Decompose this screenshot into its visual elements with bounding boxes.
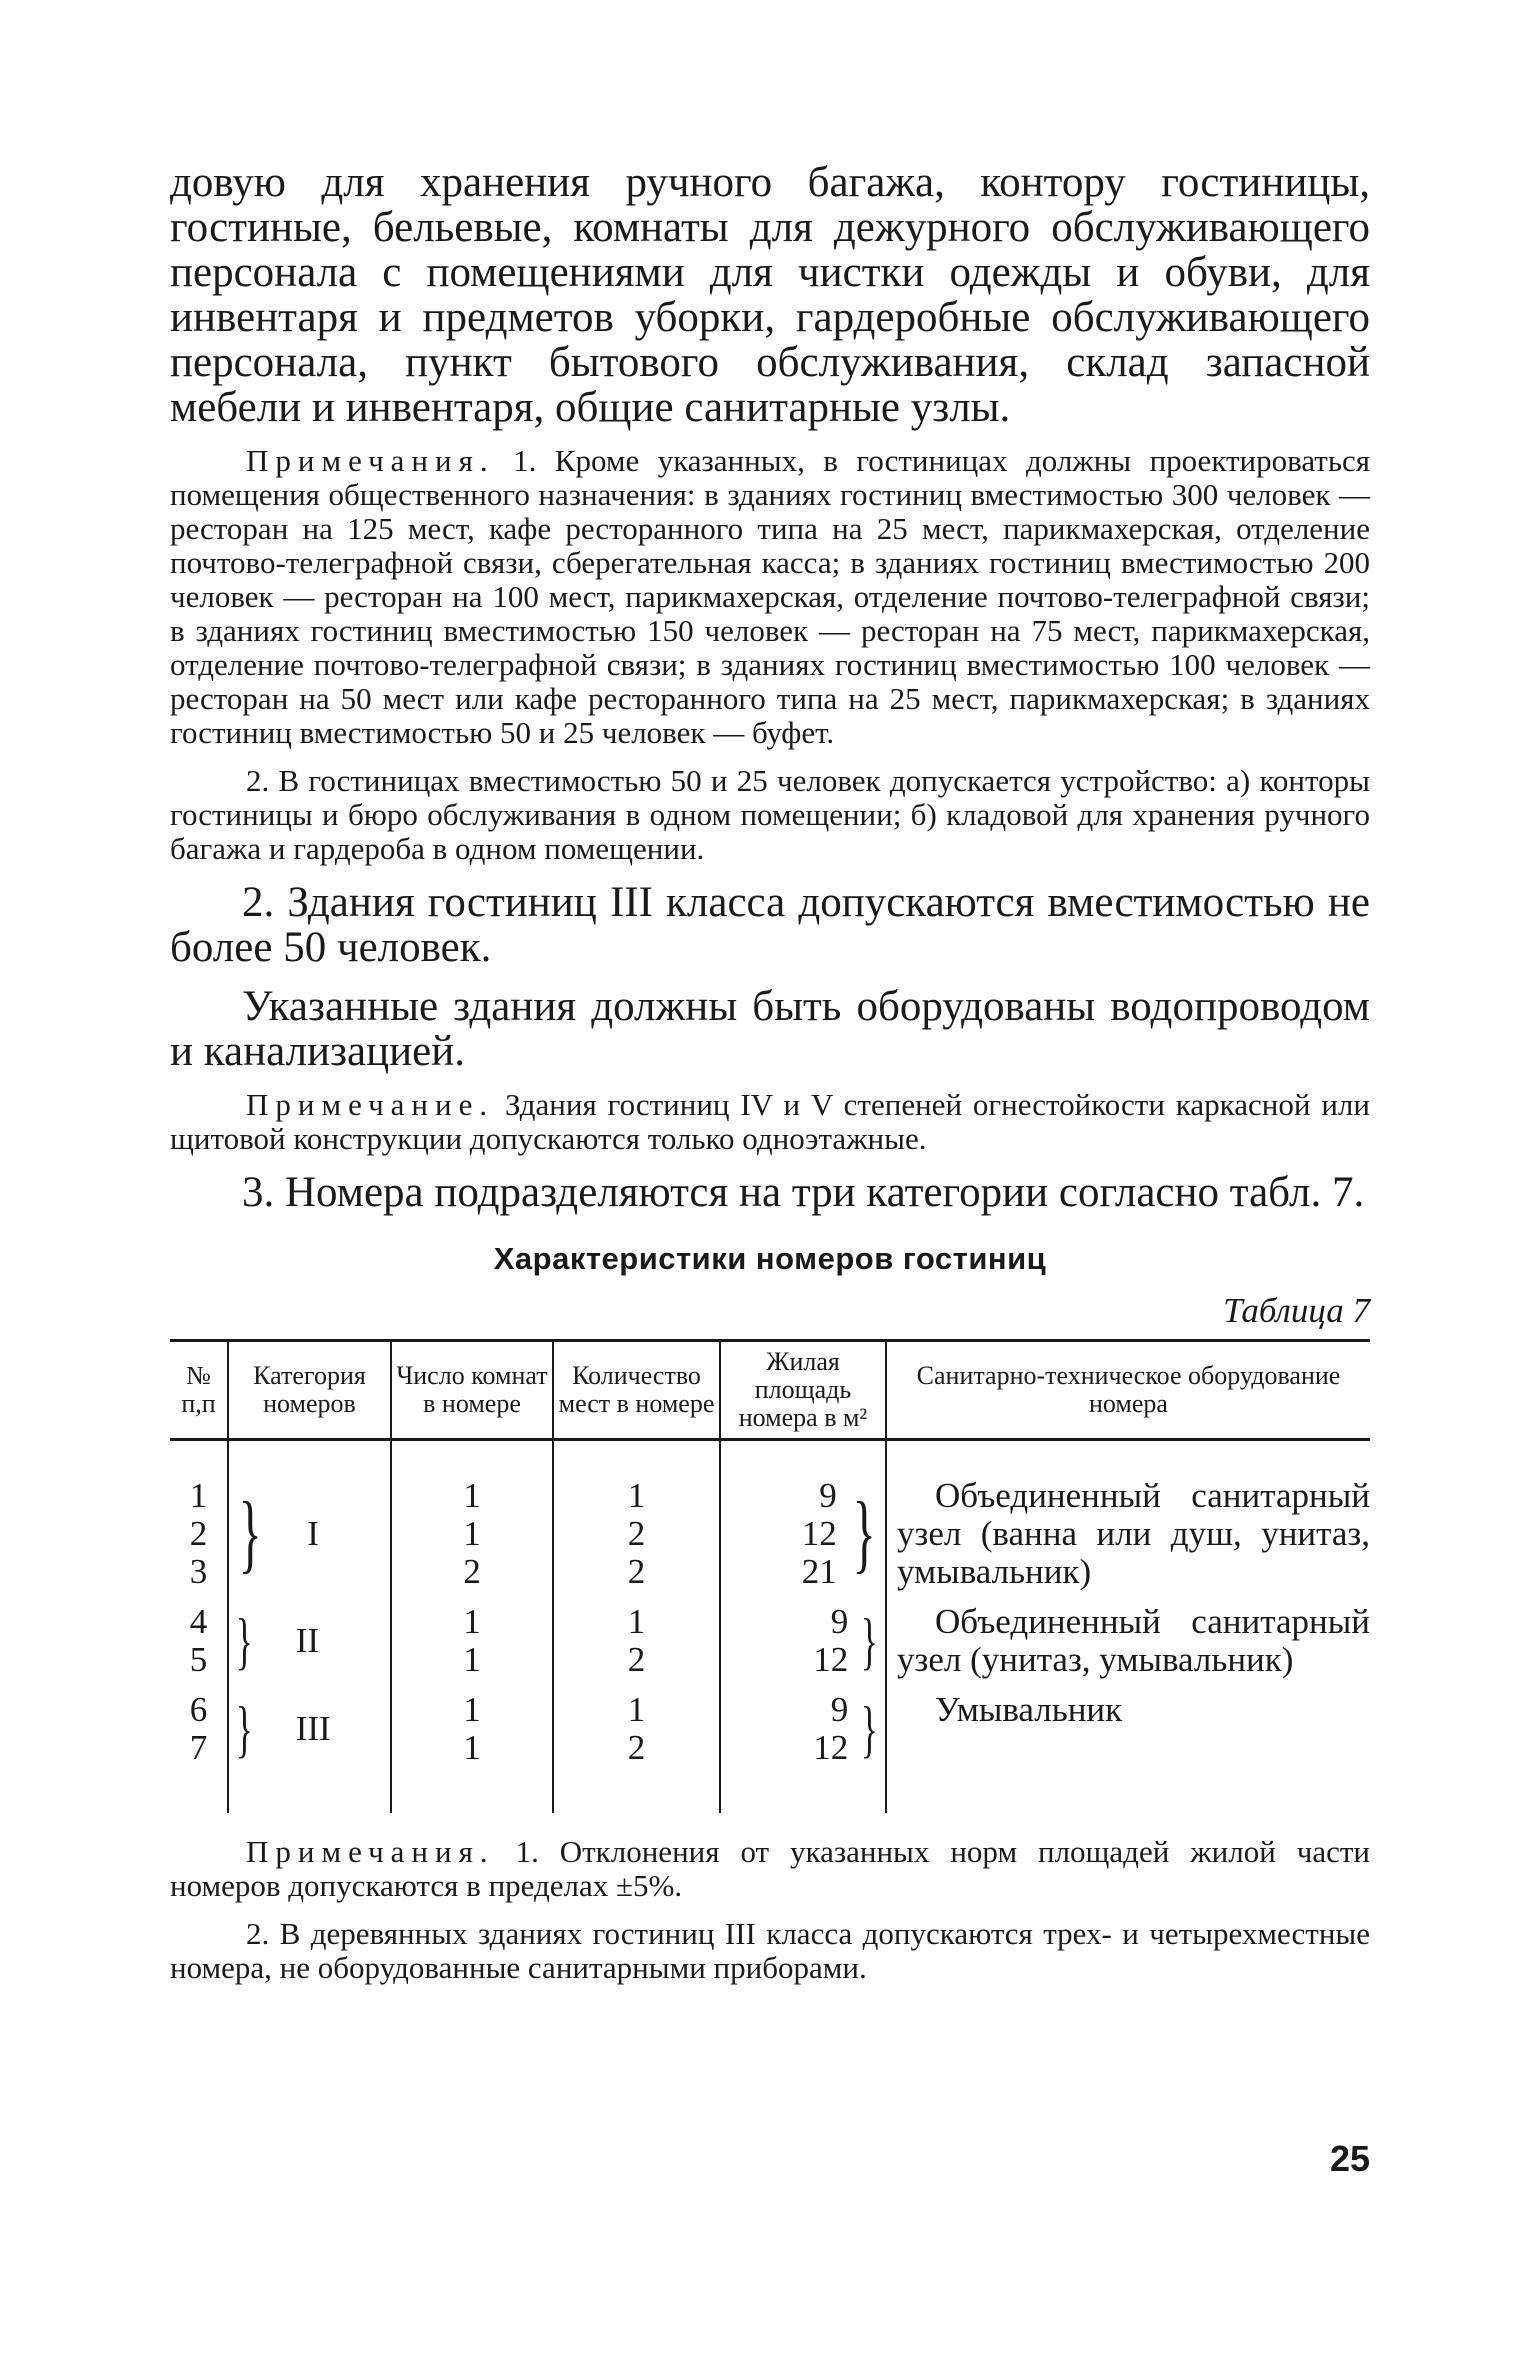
- table-number: Таблица 7: [1223, 1291, 1370, 1330]
- note-2-label: Примечание.: [246, 1087, 495, 1122]
- row-num: 7: [189, 1728, 208, 1767]
- brace-icon: }: [852, 1485, 876, 1582]
- area-value: 9: [830, 1602, 849, 1641]
- places-value: 2: [627, 1552, 646, 1591]
- equipment-text: Умывальник: [935, 1690, 1123, 1729]
- area-value: 21: [801, 1552, 837, 1591]
- note-3-item-2: 2. В деревянных зданиях гостиниц III класса допускаются трех- и четырехместные номера, не оборудованные санитарными приборами.: [170, 1916, 1370, 1985]
- area-value: 12: [813, 1640, 849, 1679]
- note-2: [170, 1088, 1370, 1156]
- row-num: 4: [189, 1602, 208, 1641]
- rooms-value: 1: [463, 1728, 481, 1767]
- category-label: II: [295, 1621, 320, 1660]
- places-value: 2: [627, 1728, 646, 1767]
- rooms-table: [170, 1339, 1370, 1813]
- note-1-item-2: 2. В гостиницах вместимостью 50 и 25 человек допускается устройство: а) конторы гостиницы и бюро обслуживания в одном помещении; б) кладовой для хранения ручного багажа и гардероба в одном помещении.: [170, 763, 1370, 866]
- header-num: № п,п: [170, 1341, 228, 1440]
- col-area: [720, 1440, 886, 1814]
- rooms-value: 1: [463, 1690, 481, 1729]
- places-value: 2: [627, 1640, 646, 1679]
- brace-icon: }: [238, 1485, 262, 1582]
- rooms-value: 1: [463, 1514, 481, 1553]
- area-value: 12: [813, 1728, 849, 1767]
- places-value: 1: [627, 1690, 646, 1729]
- category-label: III: [295, 1709, 331, 1748]
- table-caption: Характеристики номеров гостиниц: [493, 1241, 1047, 1276]
- row-num: 5: [189, 1640, 208, 1679]
- header-area: Жилая площадь номера в м²: [720, 1341, 886, 1440]
- area-value: 9: [830, 1690, 849, 1729]
- rooms-value: 1: [463, 1476, 481, 1515]
- rooms-value: 1: [463, 1602, 481, 1641]
- row-num: 6: [189, 1690, 208, 1729]
- note-3-text: 1. Отклонения от указанных норм площадей жилой части номеров допускаются в пределах ±5%.: [170, 1834, 1370, 1903]
- places-value: 1: [627, 1476, 646, 1515]
- paragraph-3: Указанные здания должны быть оборудованы водопроводом и канализацией.: [170, 983, 1370, 1075]
- header-category: Категория номеров: [228, 1341, 391, 1440]
- note-1: [170, 444, 1370, 750]
- paragraph-intro: довую для хранения ручного багажа, контору гостиницы, гостиные, бельевые, комнаты для дежурного обслуживающего персонала с помещениями для чистки одежды и обуви, для инвентаря и предметов уборки, гардеробные обслуживающего персонала, пункт бытового обслуживания, склад запасной мебели и инвентаря, общие санитарные узлы.: [170, 159, 1370, 431]
- table-header-row: [170, 1341, 1370, 1440]
- rooms-value: 1: [463, 1640, 481, 1679]
- brace-icon: }: [235, 1693, 253, 1764]
- header-places: Количество мест в номере: [553, 1341, 720, 1440]
- page-body: [170, 160, 1370, 1985]
- paragraph-2: 2. Здания гостиниц III класса допускаются вместимостью не более 50 человек.: [170, 879, 1370, 971]
- table-body-row: [170, 1440, 1370, 1814]
- brace-icon: }: [861, 1605, 879, 1676]
- note-3: [170, 1835, 1370, 1903]
- row-num: 3: [189, 1552, 208, 1591]
- col-rooms: [391, 1440, 553, 1814]
- equipment-text: Объединенный санитарный узел (ванна или душ, унитаз, умывальник): [897, 1476, 1370, 1591]
- places-value: 2: [627, 1514, 646, 1553]
- row-num: 2: [189, 1514, 208, 1553]
- equipment-text: Объединенный санитарный узел (унитаз, умывальник): [897, 1602, 1370, 1679]
- row-num: 1: [189, 1476, 208, 1515]
- col-places: [553, 1440, 720, 1814]
- category-label: I: [307, 1514, 319, 1553]
- note-2-text: Здания гостиниц IV и V степеней огнестойкости каркасной или щитовой конструкции допускаются только одноэтажные.: [170, 1087, 1370, 1156]
- rooms-value: 2: [463, 1552, 481, 1591]
- brace-icon: }: [861, 1693, 879, 1764]
- places-value: 1: [627, 1602, 646, 1641]
- header-equipment: Санитарно-техническое оборудование номера: [886, 1341, 1370, 1440]
- note-1-label: Примечания.: [246, 443, 495, 478]
- area-value: 12: [801, 1514, 837, 1553]
- header-rooms: Число комнат в номере: [391, 1341, 553, 1440]
- paragraph-4: 3. Номера подразделяются на три категории согласно табл. 7.: [242, 1169, 1365, 1216]
- note-3-label: Примечания.: [246, 1834, 495, 1869]
- area-value: 9: [819, 1476, 837, 1515]
- col-category: [228, 1440, 391, 1814]
- brace-icon: }: [235, 1605, 253, 1676]
- page-number: 25: [1329, 2138, 1370, 2179]
- col-equipment: [886, 1440, 1370, 1814]
- col-num: [170, 1440, 228, 1814]
- note-1-text: 1. Кроме указанных, в гостиницах должны проектироваться помещения общественного назначения: в зданиях гостиниц вместимостью 300 человек — ресторан на 125 мест, кафе ресторанного типа на 25 мест, парикмахерская, отделение почтово-телеграфной связи, сберегательная касса; в зданиях гостиниц вместимостью 200 человек — ресторан на 100 мест, парикмахерская, отделение почтово-телеграфной связи; в зданиях гостиниц вместимостью 150 человек — ресторан на 75 мест, парикмахерская, отделение почтово-телеграфной связи; в зданиях гостиниц вместимостью 100 человек — ресторан на 50 мест или кафе ресторанного типа на 25 мест, парикмахерская; в зданиях гостиниц вместимостью 50 и 25 человек — буфет.: [170, 443, 1370, 750]
